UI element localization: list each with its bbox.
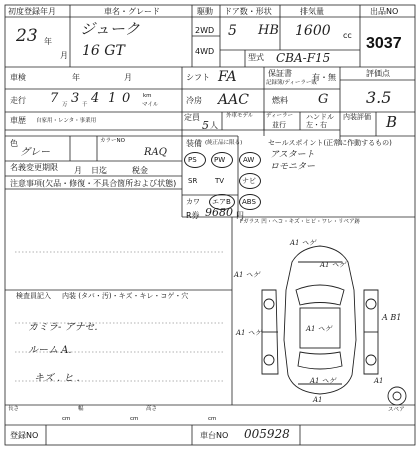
displacement-unit: cc [343, 31, 352, 40]
inspector-label: 検査員記入 [16, 292, 51, 300]
damage-mark-right-rear: A1 [374, 377, 384, 385]
length-unit: cm [62, 416, 71, 422]
month-suffix: 月 [60, 51, 68, 60]
shift-label: シフト [186, 73, 210, 82]
damage-mark-hood: A1 ヘゲ [320, 261, 346, 269]
chassis-no-value: 005928 [244, 427, 290, 441]
color-label: 色 [10, 139, 18, 148]
handle-options: 左・右 [306, 121, 327, 129]
chassis-no-label: 車台NO [200, 431, 229, 440]
equip-abs: ABS [242, 198, 256, 206]
length-label: 長さ [8, 406, 20, 412]
equip-pw: PW [214, 156, 226, 164]
width-label: 幅 [78, 406, 84, 412]
color-value: グレー [20, 147, 50, 158]
spare-tire-label: スペア [388, 407, 405, 413]
equip-aw: AW [243, 156, 255, 164]
registration-year: 23 [16, 26, 38, 46]
height-unit: cm [208, 416, 217, 422]
sales-point-1: アスタート [270, 150, 315, 160]
score-label: 評価点 [366, 69, 390, 78]
note-line-1: カミラ- アナセ. [28, 322, 98, 333]
mileage-digit-4: 1 [108, 91, 117, 106]
mileage-digit-2: 3 [71, 91, 80, 106]
mileage-digit-5: 0 [122, 91, 131, 106]
color-no-label: カラーNO [100, 138, 125, 144]
ac-label: 冷房 [186, 96, 202, 105]
equip-ps: PS [188, 156, 197, 164]
dealer-label: ディーラー [266, 113, 294, 119]
mileage-unit-mile: マイル [142, 102, 159, 108]
drive-4wd: 4WD [195, 47, 215, 56]
drive-2wd: 2WD [195, 26, 215, 35]
registration-no-label: 登録NO [10, 431, 39, 440]
notes-header: 注意事項(欠品・修復・不具合箇所および状態) [10, 179, 177, 188]
inspection-label: 車検 [10, 73, 26, 82]
sales-point-label: セールスポイント(正常に作動するもの) [268, 139, 392, 147]
tax-label: 税金 [132, 166, 148, 175]
mileage-label: 走行 [10, 96, 26, 105]
mileage-unit-sen: 千 [82, 102, 88, 108]
name-change-label: 名義変更期限 [10, 163, 58, 172]
car-name: ジューク [80, 20, 140, 38]
first-registration-label: 初度登録年月 [8, 7, 56, 16]
sales-point-2: ロモニター [270, 162, 316, 172]
shift-value: FA [218, 69, 237, 85]
year-suffix: 年 [44, 37, 52, 46]
recycle-value: 9680 [205, 206, 233, 219]
mileage-digit-3: 4 [91, 91, 100, 106]
displacement-value: 1600 [295, 23, 331, 39]
width-unit: cm [130, 416, 139, 422]
doors-label: ドア数・形状 [224, 7, 272, 16]
equipment-label: 装備 [186, 139, 202, 148]
note-line-3: キズ . ヒ . [34, 373, 80, 384]
model-code: CBA-F15 [276, 51, 331, 65]
name-change-day: 日迄 [91, 166, 107, 175]
stock-no-label: 出品NO [370, 7, 399, 16]
recycle-label: R券 [186, 211, 200, 220]
mileage-unit-man: 万 [62, 102, 68, 108]
capacity-value: 5 [202, 119, 209, 132]
equip-leather: カワ [186, 198, 200, 206]
equip-tv: TV [215, 177, 225, 185]
damage-mark-roof: A1 ヘゲ [306, 325, 332, 333]
note-line-2: ルーム A. [28, 345, 72, 356]
fuel-value: G [318, 92, 329, 107]
recycle-unit: 円 [236, 211, 244, 220]
equip-sr: SR [188, 177, 198, 185]
dealer-value: 並行 [272, 121, 286, 129]
damage-mark-right: A B1 [382, 313, 402, 322]
damage-mark-left-front: A1 ヘゲ [234, 271, 260, 279]
body-shape: HB [258, 23, 279, 38]
interior-score-label: 内装評価 [343, 113, 371, 121]
ac-value: AAC [218, 92, 249, 108]
model-label: 型式 [248, 53, 264, 62]
color-no-value: RAQ [144, 147, 167, 158]
drive-label: 駆動 [197, 7, 213, 16]
interior-score-value: B [386, 113, 398, 131]
damage-mark-front: A1 ヘゲ [290, 239, 316, 247]
capacity-unit: 人 [210, 121, 218, 130]
damage-mark-left-door: A1 ヘゲ [236, 329, 262, 337]
stock-number: 3037 [366, 35, 402, 52]
handle-label: ハンドル [306, 113, 334, 121]
equip-airbag: エアB [212, 198, 231, 206]
name-change-month: 月 [74, 166, 82, 175]
damage-mark-bottom: A1 [313, 396, 323, 404]
mileage-digit-1: 7 [50, 91, 59, 106]
inspection-year: 年 [72, 73, 80, 82]
door-count: 5 [228, 23, 237, 39]
capacity-label: 定員 [184, 113, 200, 122]
equipment-sub: (純正品に限る) [205, 140, 243, 146]
fuel-label: 燃料 [272, 96, 288, 105]
mileage-unit-km: km [143, 93, 152, 99]
exterior-label: 外車モデル [226, 113, 254, 119]
history-label: 車歴 [10, 116, 26, 125]
displacement-label: 排気量 [300, 7, 324, 16]
warranty-options: 有・無 [312, 73, 336, 82]
grade: 16 GT [82, 43, 125, 59]
inspector-options: 内装 (タバ・汚)・キズ・キレ・コゲ・穴 [62, 292, 189, 300]
inspection-month: 月 [124, 73, 132, 82]
car-name-label: 車名・グレード [104, 7, 160, 16]
history-sub: 自家用・レンタ・事業用 [36, 118, 97, 124]
warranty-sub: 記録簿/ディーラー販 [266, 80, 317, 86]
damage-legend: Fガラス 凹・ヘコ・キズ・ヒビ・ワレ・リペア跡 [240, 219, 361, 225]
score-value: 3.5 [366, 88, 392, 107]
height-label: 高さ [146, 406, 158, 412]
damage-mark-rear: A1 ヘゲ [310, 377, 336, 385]
warranty-label: 保証書 [268, 69, 292, 78]
equip-navi: ナビ [242, 177, 256, 185]
